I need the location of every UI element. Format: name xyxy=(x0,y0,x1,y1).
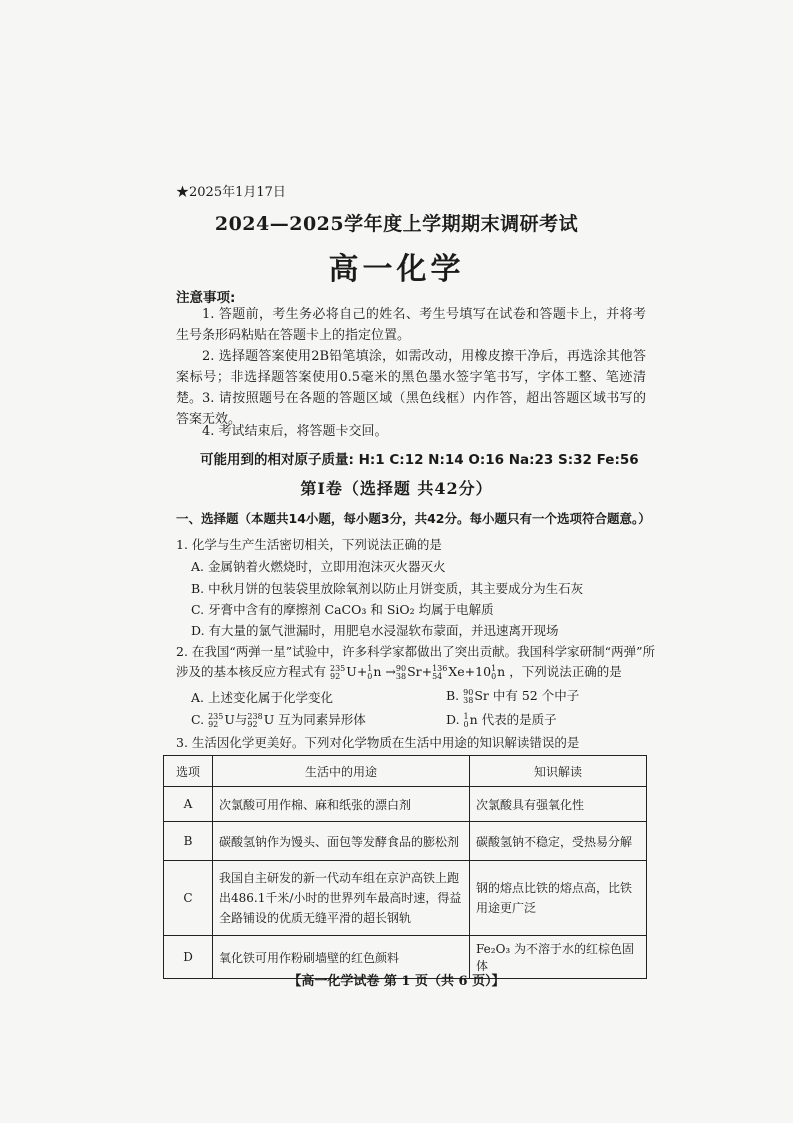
q1-option-d: D. 有大量的氯气泄漏时，用肥皂水浸湿软布蒙面，并迅速离开现场 xyxy=(191,623,559,638)
notice-item-1: 1. 答题前，考生务必将自己的姓名、考生号填写在试卷和答题卡上，并将考生号条形码粘贴在答题卡上的指定位置。 xyxy=(176,307,646,343)
table-header-row xyxy=(164,756,647,787)
part-heading: 一、选择题（本题共14小题，每小题3分，共42分。每小题只有一个选项符合题意。） xyxy=(176,511,651,526)
q2-stem-line2: 涉及的基本核反应方程式有 235 92 U+1 0n →90 38Sr+136 54 Xe+101 0n ，下列说法正确的是 xyxy=(176,663,622,681)
atomic-masses: 可能用到的相对原子质量: H:1 C:12 N:14 O:16 Na:23 S:32 Fe:56 xyxy=(200,452,639,468)
table-header-explanation: 知识解读 xyxy=(470,756,647,787)
table-header-use: 生活中的用途 xyxy=(213,756,470,787)
table-cell: 碳酸氢钠作为馒头、面包等发酵食品的膨松剂 xyxy=(213,822,470,861)
table-cell: C xyxy=(164,861,213,936)
notice-item-3: 3. 请按照题号在各题的答题区域（黑色线框）内作答，超出答题区域书写的答案无效。 xyxy=(176,391,646,427)
notice-heading: 注意事项: xyxy=(176,290,236,306)
exam-date: ★2025年1月17日 xyxy=(176,185,286,200)
subject-title: 高一化学 xyxy=(328,252,465,287)
nuclear-equation: 235 92 U+1 0n →90 38Sr+136 54 Xe+101 0n xyxy=(330,663,506,681)
section-title: 第I卷（选择题 共42分） xyxy=(300,479,493,498)
table-cell: D xyxy=(164,936,213,979)
notice-item-4: 4. 考试结束后，将答题卡交回。 xyxy=(202,424,388,439)
table-row xyxy=(164,822,647,861)
q2-option-c: C. 235 92 U与238 92 U 互为同素异形体 xyxy=(191,711,366,729)
q1-option-b: B. 中秋月饼的包装袋里放除氧剂以防止月饼变质，其主要成分为生石灰 xyxy=(191,581,584,596)
q1-option-c: C. 牙膏中含有的摩擦剂 CaCO₃ 和 SiO₂ 均属于电解质 xyxy=(191,602,494,617)
page-footer: 【高一化学试卷 第 1 页（共 6 页）】 xyxy=(288,974,505,989)
table-row xyxy=(164,787,647,822)
table-cell: 我国自主研发的新一代动车组在京沪高铁上跑出486.1千米/小时的世界列车最高时速，得益全路铺设的优质无缝平滑的超长钢轨 xyxy=(213,861,470,936)
table-header-option: 选项 xyxy=(164,756,213,787)
q2-option-b: B. 90 38Sr 中有 52 个中子 xyxy=(446,687,580,705)
table-row xyxy=(164,861,647,936)
exam-title: 2024—2025学年度上学期期末调研考试 xyxy=(214,213,579,235)
q1-option-a: A. 金属钠着火燃烧时，立即用泡沫灭火器灭火 xyxy=(191,559,446,574)
table-cell: B xyxy=(164,822,213,861)
q2-stem-line1: 2. 在我国“两弹一星”试验中，许多科学家都做出了突出贡献。我国科学家研制“两弹”所 xyxy=(176,644,655,659)
table-cell: 次氯酸可用作棉、麻和纸张的漂白剂 xyxy=(213,787,470,822)
table-cell: 氧化铁可用作粉刷墙壁的红色颜料 xyxy=(213,936,470,979)
q2-option-d: D. 1 0n 代表的是质子 xyxy=(446,711,557,729)
table-cell: 碳酸氢钠不稳定，受热易分解 xyxy=(470,822,647,861)
q2-option-a: A. 上述变化属于化学变化 xyxy=(191,690,333,705)
q3-stem: 3. 生活因化学更美好。下列对化学物质在生活中用途的知识解读错误的是 xyxy=(176,735,580,750)
notice-item-2: 2. 选择题答案使用2B铅笔填涂，如需改动，用橡皮擦干净后，再选涂其他答案标号；非选择题答案使用0.5毫米的黑色墨水签字笔书写，字体工整、笔迹清楚。 xyxy=(176,349,646,406)
q3-table xyxy=(163,755,647,979)
q1-stem: 1. 化学与生产生活密切相关，下列说法正确的是 xyxy=(176,537,442,552)
table-cell: A xyxy=(164,787,213,822)
table-cell: Fe₂O₃ 为不溶于水的红棕色固体 xyxy=(470,936,647,979)
table-cell: 钢的熔点比铁的熔点高，比铁用途更广泛 xyxy=(470,861,647,936)
table-cell: 次氯酸具有强氧化性 xyxy=(470,787,647,822)
